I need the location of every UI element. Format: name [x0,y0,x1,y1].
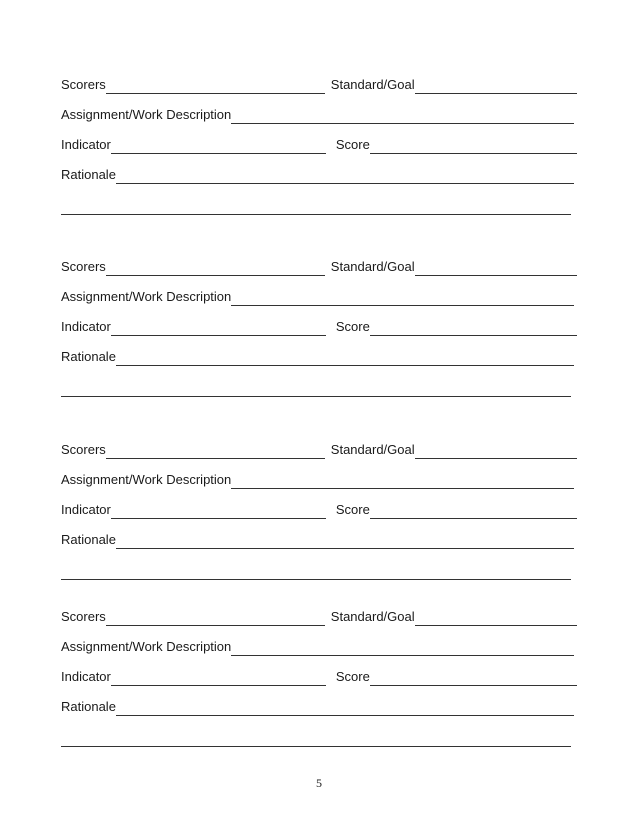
rationale-row [61,531,574,549]
indicator-label: Indicator [61,669,111,684]
assignment-label: Assignment/Work Description [61,107,232,122]
indicator-label: Indicator [61,319,111,334]
rationale-continuation-row [61,562,571,580]
rationale-continuation-field[interactable] [61,565,571,580]
standard-goal-label: Standard/Goal [330,259,415,274]
assignment-label: Assignment/Work Description [61,639,232,654]
standard-goal-label: Standard/Goal [330,609,415,624]
rationale-continuation-row [61,729,571,747]
rationale-field[interactable] [116,167,574,184]
rationale-continuation-field[interactable] [61,382,571,397]
indicator-score-row [61,501,577,519]
rationale-field[interactable] [116,699,574,716]
scorers-standard-row [61,441,577,459]
standard-goal-field[interactable] [415,609,577,626]
rationale-label: Rationale [61,699,116,714]
score-field[interactable] [370,502,577,519]
indicator-label: Indicator [61,137,111,152]
assignment-row [61,106,574,124]
indicator-score-row [61,318,577,336]
scorers-standard-row [61,258,577,276]
standard-goal-label: Standard/Goal [330,442,415,457]
rationale-row [61,166,574,184]
rationale-continuation-field[interactable] [61,200,571,215]
rationale-label: Rationale [61,532,116,547]
standard-goal-field[interactable] [415,77,577,94]
rationale-label: Rationale [61,167,116,182]
score-label: Score [335,502,370,517]
rationale-field[interactable] [116,349,574,366]
assignment-row [61,471,574,489]
indicator-score-row [61,136,577,154]
rationale-row [61,348,574,366]
standard-goal-label: Standard/Goal [330,77,415,92]
assignment-label: Assignment/Work Description [61,289,232,304]
scorers-field[interactable] [106,259,325,276]
indicator-field[interactable] [111,669,326,686]
scorers-label: Scorers [61,609,106,624]
score-field[interactable] [370,319,577,336]
indicator-field[interactable] [111,319,326,336]
rationale-row [61,698,574,716]
assignment-field[interactable] [231,639,574,656]
assignment-field[interactable] [231,289,574,306]
assignment-row [61,288,574,306]
scorers-field[interactable] [106,609,325,626]
indicator-label: Indicator [61,502,111,517]
rationale-field[interactable] [116,532,574,549]
standard-goal-field[interactable] [415,259,577,276]
assignment-label: Assignment/Work Description [61,472,232,487]
rationale-continuation-field[interactable] [61,732,571,747]
rationale-continuation-row [61,197,571,215]
scorers-field[interactable] [106,442,325,459]
score-field[interactable] [370,137,577,154]
indicator-field[interactable] [111,502,326,519]
assignment-field[interactable] [231,107,574,124]
score-label: Score [335,669,370,684]
assignment-field[interactable] [231,472,574,489]
standard-goal-field[interactable] [415,442,577,459]
scorers-standard-row [61,76,577,94]
score-label: Score [335,137,370,152]
rationale-continuation-row [61,379,571,397]
indicator-field[interactable] [111,137,326,154]
indicator-score-row [61,668,577,686]
page-number: 5 [316,776,322,790]
score-field[interactable] [370,669,577,686]
scorers-label: Scorers [61,259,106,274]
scorers-label: Scorers [61,77,106,92]
scorers-label: Scorers [61,442,106,457]
scorers-standard-row [61,608,577,626]
rationale-label: Rationale [61,349,116,364]
scorers-field[interactable] [106,77,325,94]
score-label: Score [335,319,370,334]
assignment-row [61,638,574,656]
